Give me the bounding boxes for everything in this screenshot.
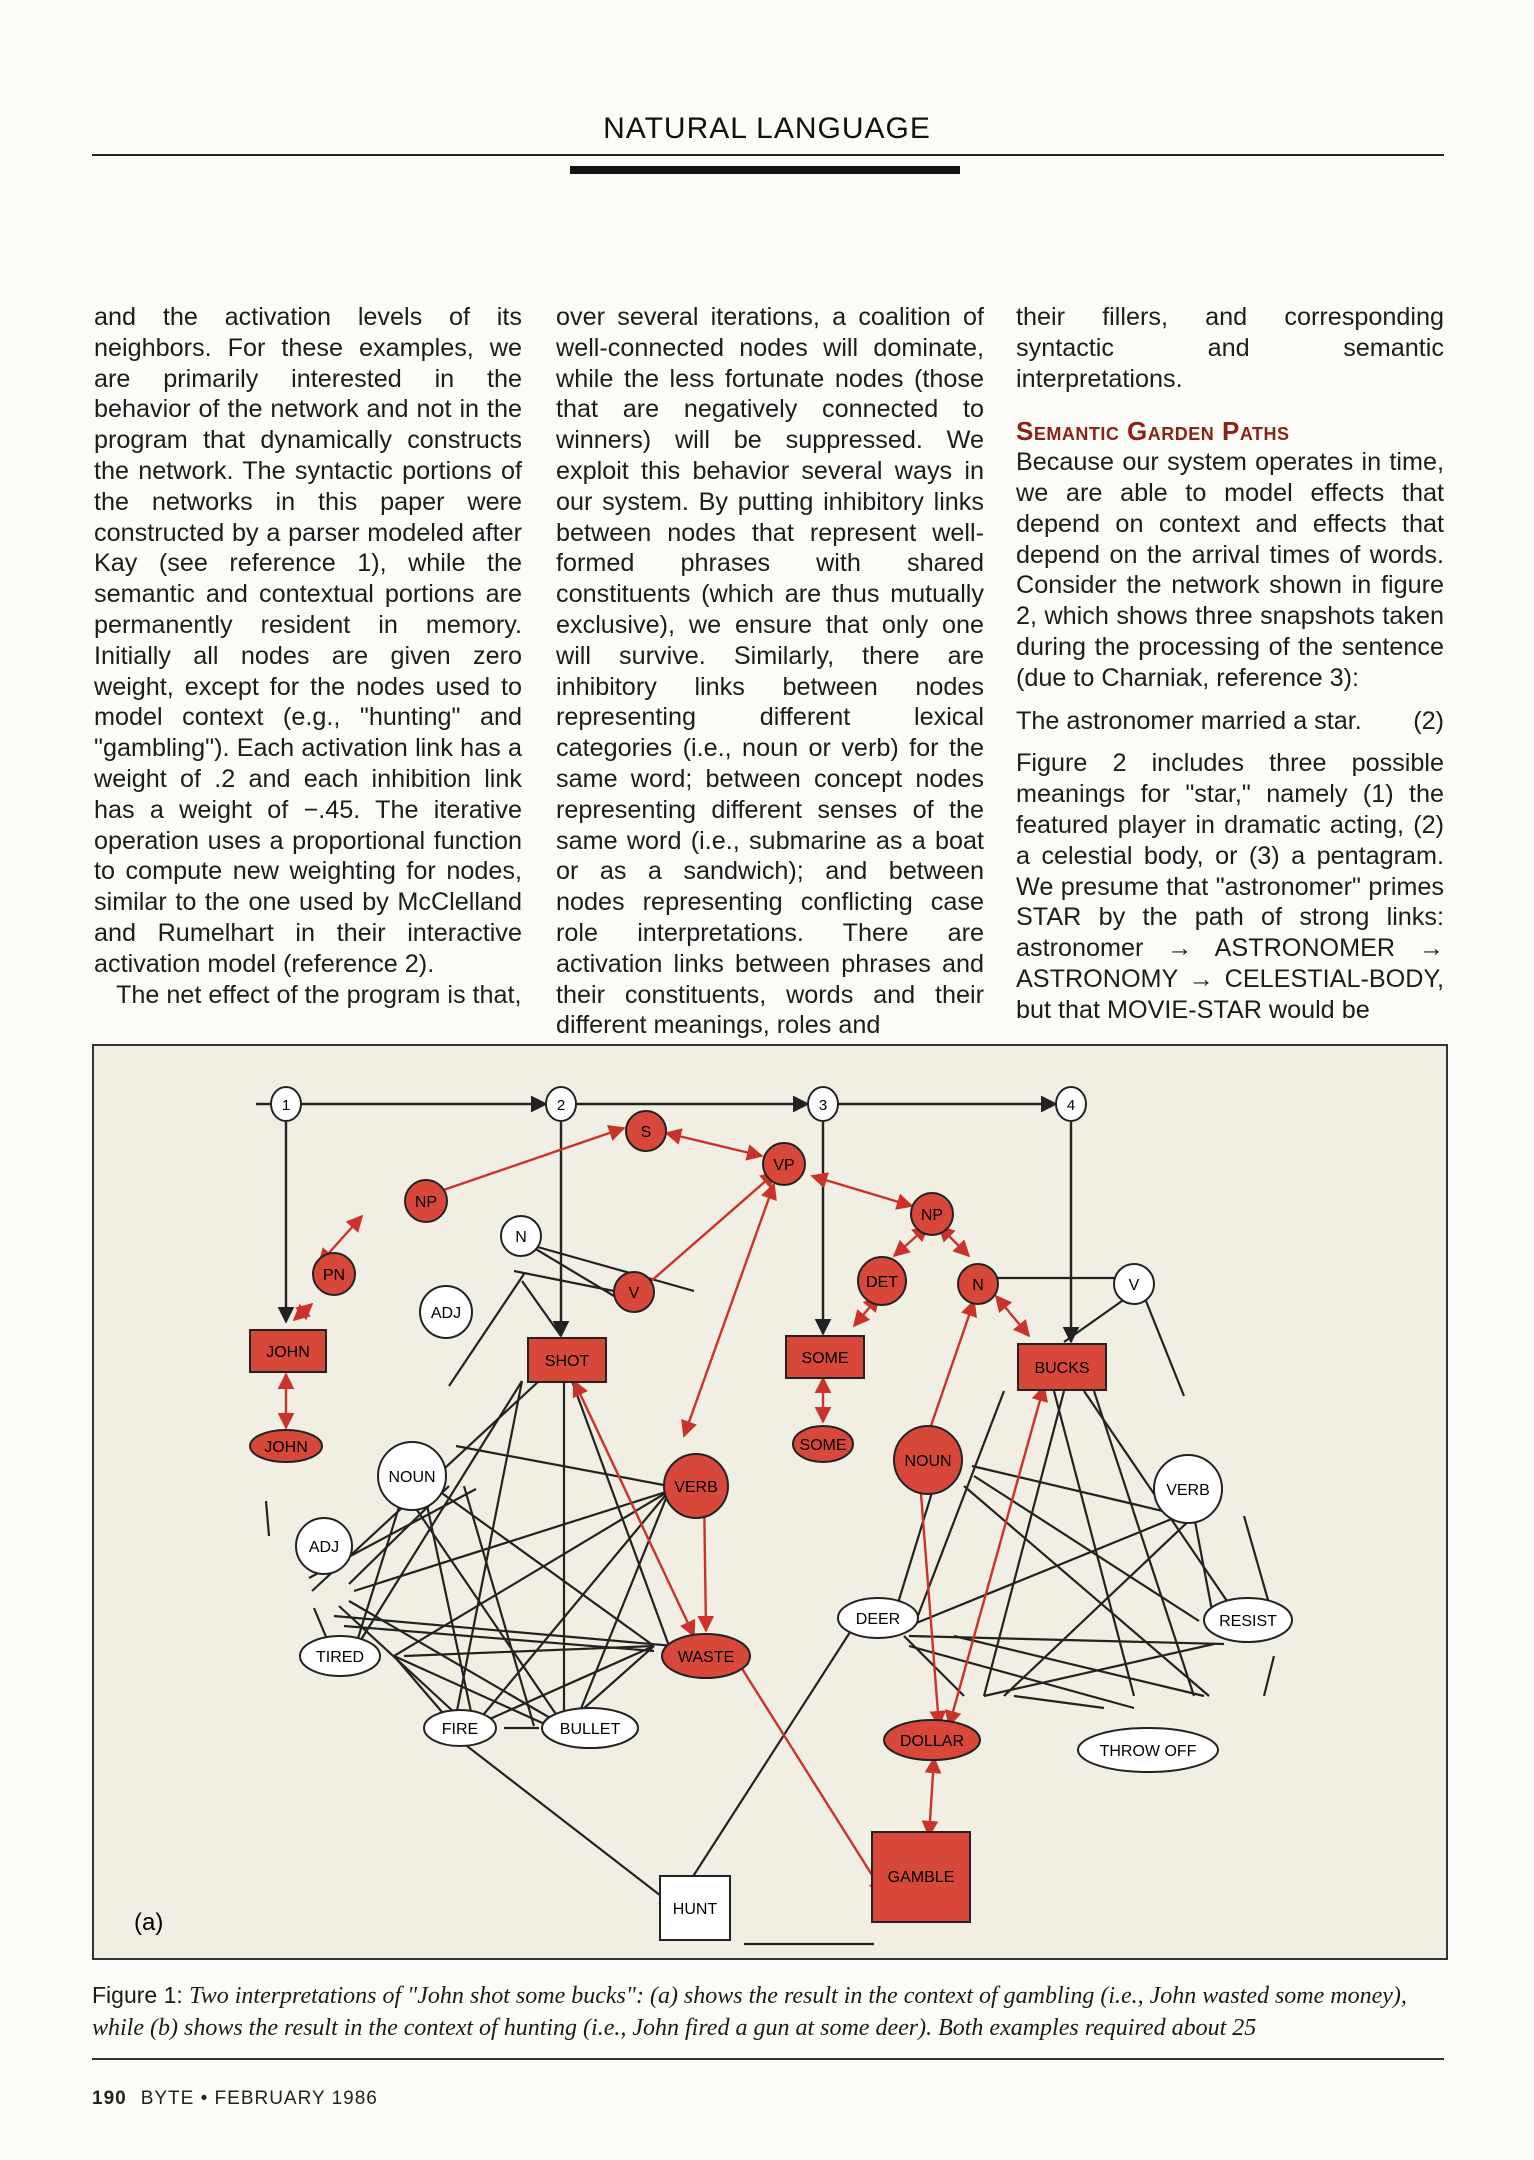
- time-node-3-label: 3: [818, 1097, 828, 1114]
- caption-lead: Figure 1:: [92, 1982, 183, 2008]
- page-footer: [92, 2088, 378, 2110]
- context-node-hunt-label: HUNT: [672, 1901, 718, 1918]
- node-n-white-label: N: [515, 1229, 527, 1246]
- concept-node-adj-label: ADJ: [308, 1539, 340, 1556]
- header-bar: [570, 166, 960, 174]
- paragraph: and the activation levels of its neighbors. For these examples, we are primarily interested in the behavior of the network and not in the program that dynamically constructs the network. The syntactic portions of the networks in this paper were constructed by a parser modeled after Kay (see reference 1), while the semantic and contextual portions are permanently resident in memory. Initially all nodes are given zero weight, except for the nodes used to model context (e.g., "hunting" and "gambling"). Each activation link has a weight of .2 and each inhibition link has a weight of −.45. The iterative operation uses a proportional function to compute new weighting for nodes, similar to the one used by McClelland and Rumelhart in their interactive activation model (reference 2).: [94, 303, 522, 978]
- section-heading: Semantic Garden Paths: [1016, 416, 1290, 447]
- concept-node-dollar-label: DOLLAR: [899, 1733, 965, 1750]
- figure-1a: [92, 1044, 1448, 1960]
- caption-text: Two interpretations of "John shot some bucks": (a) shows the result in the context of gambling (i.e., John wasted some money), while (b) shows the result in the context of hunting (i.e., John fired a gun at some deer). Both examples required about 25: [92, 1983, 1407, 2041]
- node-n-red-label: N: [972, 1277, 984, 1294]
- example-number: (2): [1413, 706, 1444, 735]
- syntax-nodes: [313, 1111, 1154, 1338]
- node-vp-label: VP: [773, 1157, 795, 1174]
- figure-caption: [92, 1980, 1448, 2044]
- word-node-shot-label: SHOT: [544, 1353, 590, 1370]
- concept-node-tired-label: TIRED: [316, 1649, 364, 1666]
- example-text: The astronomer married a star.: [1016, 706, 1362, 735]
- column-2: [556, 302, 984, 1041]
- time-node-1-label: 1: [281, 1097, 291, 1114]
- column-3: [1016, 302, 1444, 1026]
- column-1: [94, 302, 522, 1010]
- concept-node-verb-2-label: VERB: [1166, 1482, 1210, 1499]
- node-det-label: DET: [866, 1274, 898, 1291]
- section-header: NATURAL LANGUAGE: [603, 112, 931, 145]
- paragraph: over several iterations, a coalition of well-connected nodes will dominate, while the less fortunate nodes (those that are negatively connected to winners) will be suppressed. We exploit this behavior several ways in our system. By putting inhibitory links between nodes that represent well-formed phrases with shared constituents (which are thus mutually exclusive), we ensure that only one will survive. Similarly, there are inhibitory links between nodes representing different lexical categories (i.e., noun or verb) for the same word; between concept nodes representing different senses of the same word (i.e., submarine as a boat or as a sandwich); and between nodes representing conflicting case role interpretations. There are activation links between phrases and their constituents, words and their different meanings, roles and: [556, 303, 984, 1040]
- magazine-issue: BYTE • FEBRUARY 1986: [140, 2088, 378, 2109]
- time-node-2-label: 2: [556, 1097, 566, 1114]
- concept-node-some-label: SOME: [799, 1437, 847, 1454]
- concept-node-deer-label: DEER: [855, 1611, 901, 1628]
- concept-node-john-label: JOHN: [264, 1439, 308, 1456]
- paragraph: Figure 2 includes three possible meanings for "star," namely (1) the featured player in dramatic acting, (2) a celestial body, or (3) a pentagram. We presume that "astronomer" primes STAR by the path of strong links: astronomer → ASTRONOMER → ASTRONOMY → CELESTIAL-BODY, but that MOVIE-STAR would be: [1016, 749, 1444, 1024]
- node-v-white-label: V: [1128, 1277, 1140, 1294]
- concept-nodes: [250, 1426, 1292, 1772]
- node-v-red-label: V: [628, 1285, 640, 1302]
- concept-node-verb-1-label: VERB: [674, 1479, 718, 1496]
- concept-node-waste-label: WASTE: [677, 1649, 735, 1666]
- panel-label: (a): [134, 1909, 164, 1936]
- concept-node-noun-2-label: NOUN: [904, 1453, 952, 1470]
- footer-rule: [92, 2058, 1444, 2060]
- node-np-2-label: NP: [920, 1207, 944, 1224]
- node-np-1-label: NP: [414, 1194, 438, 1211]
- word-node-some-label: SOME: [801, 1350, 849, 1367]
- concept-node-throw-off-label: THROW OFF: [1099, 1743, 1197, 1760]
- concept-node-bullet-label: BULLET: [559, 1721, 621, 1738]
- context-node-gamble-label: GAMBLE: [887, 1869, 955, 1886]
- example-sentence: [1016, 706, 1444, 737]
- time-node-4-label: 4: [1066, 1097, 1076, 1114]
- word-nodes: [250, 1330, 1106, 1390]
- paragraph: The net effect of the program is that,: [116, 980, 522, 1009]
- node-adj-syntax-label: ADJ: [430, 1305, 462, 1322]
- paragraph: Because our system operates in time, we are able to model effects that depend on context and effects that depend on the arrival times of words. Consider the network shown in figure 2, which shows three snapshots taken during the processing of the sentence (due to Charniak, reference 3):: [1016, 448, 1444, 692]
- context-nodes: [660, 1832, 970, 1940]
- page-number: 190: [92, 2088, 127, 2109]
- paragraph: their fillers, and corresponding syntactic and semantic interpretations.: [1016, 303, 1444, 393]
- word-node-john-label: JOHN: [266, 1344, 310, 1361]
- concept-node-resist-label: RESIST: [1219, 1613, 1277, 1630]
- header-rule: [92, 154, 1444, 156]
- node-pn-label: PN: [322, 1267, 346, 1284]
- word-node-bucks-label: BUCKS: [1034, 1360, 1090, 1377]
- network-diagram: [94, 1046, 1446, 1958]
- node-s-label: S: [640, 1124, 652, 1141]
- concept-node-noun-1-label: NOUN: [388, 1469, 436, 1486]
- concept-node-fire-label: FIRE: [441, 1721, 479, 1738]
